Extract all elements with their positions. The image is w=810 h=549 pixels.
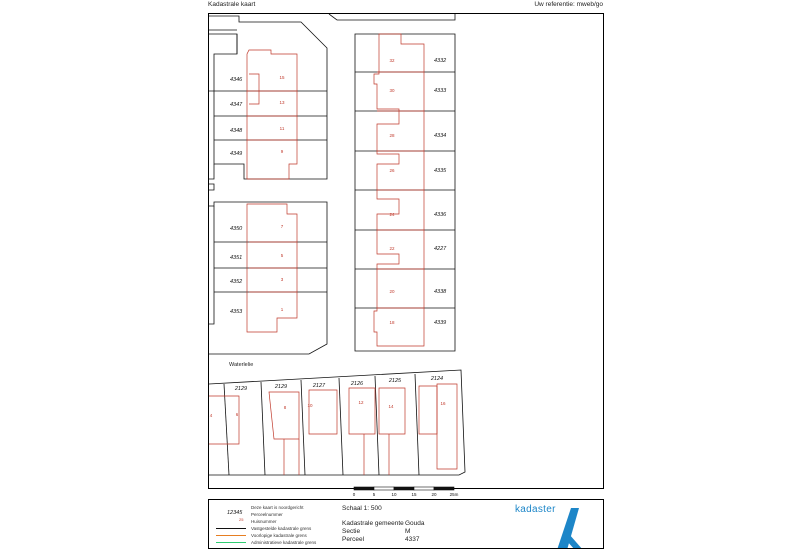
house-number-right: 18 xyxy=(389,320,395,325)
house-number-left: 3 xyxy=(280,277,284,282)
house-number-bottom: 4 xyxy=(209,413,213,418)
parcel-number-bottom: 2127 xyxy=(312,383,326,389)
legend-line-fixed xyxy=(216,528,246,529)
legend-fixed-boundary: Vastgestelde kadastrale grens xyxy=(251,526,312,531)
cadastral-map[interactable] xyxy=(208,13,604,489)
parcel-number-left: 4351 xyxy=(230,255,243,261)
parcel-number-bottom: 2125 xyxy=(388,378,402,384)
parcel-number-bottom: 2126 xyxy=(350,381,364,387)
street-name: Waterlelie xyxy=(229,362,254,368)
house-number-bottom: 12 xyxy=(358,400,364,405)
scale-tick-label: 25m xyxy=(449,492,459,497)
parcel-block-left-upper xyxy=(209,16,327,179)
legend-parcel-number: Perceelnummer xyxy=(251,512,283,517)
parcel-number-bottom: 2124 xyxy=(430,376,444,382)
parcel-number-left: 4347 xyxy=(230,102,243,108)
house-number-right: 24 xyxy=(389,212,395,217)
parcel-number-right: 4333 xyxy=(434,88,447,94)
section-value: M xyxy=(405,528,411,535)
scale-segment xyxy=(394,487,414,490)
parcel-number-right: 4339 xyxy=(434,320,447,326)
section-label: Sectie xyxy=(342,528,361,535)
house-number-left: 11 xyxy=(279,126,285,131)
parcel-number-left: 4349 xyxy=(230,151,243,157)
house-number-bottom: 8 xyxy=(283,405,287,410)
legend-administrative-boundary: Administratieve kadastrale grens xyxy=(251,540,317,545)
parcel-number-right: 4335 xyxy=(434,168,447,174)
map-canvas xyxy=(209,14,604,489)
parcel-number-left: 4352 xyxy=(230,279,243,285)
parcel-number-left: 4350 xyxy=(230,226,243,232)
parcel-number-right: 4334 xyxy=(434,133,447,139)
house-number-left: 13 xyxy=(279,100,285,105)
legend-line-provisional xyxy=(216,535,246,536)
parcel-number-right: 4332 xyxy=(434,58,447,64)
house-number-left: 5 xyxy=(280,253,284,258)
scale-segment xyxy=(414,487,434,490)
scale-segment xyxy=(434,487,454,490)
parcel-number-right: 4227 xyxy=(434,246,447,252)
legend-provisional-boundary: Voorlopige kadastrale grens xyxy=(251,533,307,538)
house-number-right: 26 xyxy=(389,168,395,173)
house-number-left: 1 xyxy=(280,307,284,312)
house-number-bottom: 14 xyxy=(388,404,394,409)
brand-name: kadaster xyxy=(515,504,556,515)
scale-segment xyxy=(354,487,374,490)
house-number-right: 30 xyxy=(389,88,395,93)
kadaster-logo-icon xyxy=(549,504,593,549)
house-number-right: 20 xyxy=(389,289,395,294)
scale-segment xyxy=(374,487,394,490)
parcel-number-right: 4336 xyxy=(434,212,447,218)
scale-tick-label: 5 xyxy=(372,492,376,497)
map-labels xyxy=(210,58,447,418)
parcel-block-left-lower xyxy=(209,202,327,354)
house-number-left: 9 xyxy=(280,149,284,154)
parcel-block-right xyxy=(355,34,455,351)
legend-north-note: Deze kaart is noordgericht xyxy=(251,505,304,510)
legend-sample-parcel: 12345 xyxy=(227,510,243,516)
house-number-left: 15 xyxy=(279,75,285,80)
municipality-label: Kadastrale gemeente xyxy=(342,520,404,527)
house-number-bottom: 16 xyxy=(440,401,446,406)
parcel-label: Perceel xyxy=(342,536,365,543)
scale-bar xyxy=(350,484,462,498)
parcel-value: 4337 xyxy=(405,536,420,543)
legend-sample-house: 25 xyxy=(239,517,244,522)
parcel-number-left: 4346 xyxy=(230,77,243,83)
house-number-bottom: 6 xyxy=(235,412,239,417)
document-title: Kadastrale kaart xyxy=(208,1,256,8)
house-number-right: 32 xyxy=(389,58,395,63)
scale-tick-label: 20 xyxy=(431,492,437,497)
parcel-number-bottom: 2129 xyxy=(234,386,248,392)
house-number-right: 22 xyxy=(389,246,395,251)
parcel-number-left: 4353 xyxy=(230,309,243,315)
parcel-number-bottom: 2129 xyxy=(274,384,288,390)
user-reference: Uw referentie: mweb/go xyxy=(534,1,603,8)
parcel-number-left: 4348 xyxy=(230,128,243,134)
scale-tick-label: 15 xyxy=(411,492,417,497)
map-legend xyxy=(208,499,604,549)
scale-tick-label: 10 xyxy=(391,492,397,497)
parcel-number-right: 4338 xyxy=(434,289,447,295)
building-outlines xyxy=(209,34,457,475)
house-number-left: 7 xyxy=(280,224,284,229)
municipality-value: Gouda xyxy=(405,520,425,527)
house-number-bottom: 10 xyxy=(307,403,313,408)
scale-label: Schaal 1: 500 xyxy=(342,505,382,512)
house-number-right: 28 xyxy=(389,133,395,138)
legend-house-number: Huisnummer xyxy=(251,519,277,524)
scale-tick-label: 0 xyxy=(352,492,356,497)
